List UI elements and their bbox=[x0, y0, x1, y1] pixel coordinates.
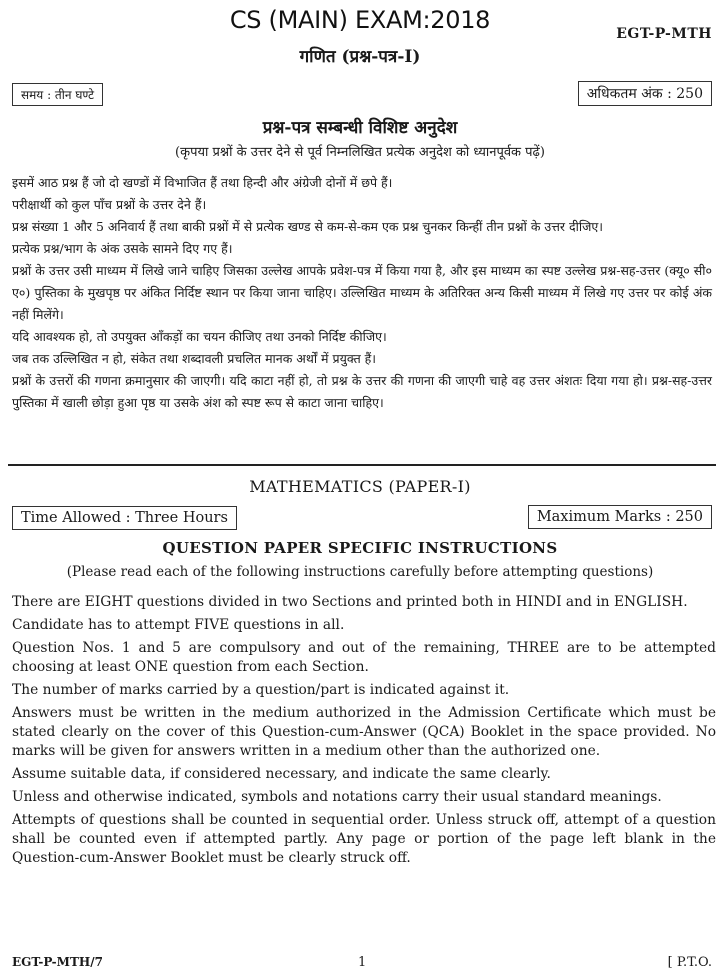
hindi-instructions-heading: प्रश्न-पत्र सम्बन्धी विशिष्ट अनुदेश bbox=[262, 118, 458, 138]
hindi-instruction-item: यदि आवश्यक हो, तो उपयुक्त आँकड़ों का चयन कीजिए तथा उनको निर्दिष्ट कीजिए। bbox=[12, 329, 387, 344]
english-instruction-item: Answers must be written in the medium authorized in the Admission Certificate which must be stated clearly on the cover of this Question-cum-Answer (QCA) Booklet in the space provided. No marks will be given for answers written in a medium other than the authorized one. bbox=[12, 705, 716, 759]
hindi-instruction-item: प्रत्येक प्रश्न/भाग के अंक उसके सामने दिए गए हैं। bbox=[12, 241, 233, 256]
hindi-instruction-item: परीक्षार्थी को कुल पाँच प्रश्नों के उत्तर देने हैं। bbox=[12, 197, 207, 212]
section-divider bbox=[8, 464, 716, 466]
english-instructions-heading: QUESTION PAPER SPECIFIC INSTRUCTIONS bbox=[162, 539, 558, 557]
hindi-subject-title: गणित (प्रश्न-पत्र-I) bbox=[299, 47, 421, 67]
hindi-time-box: समय : तीन घण्टे bbox=[12, 83, 103, 106]
english-instruction-item: Attempts of questions shall be counted in sequential order. Unless struck off, attempt of a question shall be counted even if attempted partly. Any page or portion of the page left blank in the Question-cum-Answer Booklet must be clearly struck off. bbox=[12, 812, 716, 866]
paper-code: EGT-P-MTH bbox=[616, 26, 712, 42]
pto-label: [ P.T.O. bbox=[667, 955, 712, 970]
hindi-instruction-item: प्रश्नों के उत्तर उसी माध्यम में लिखे जाने चाहिए जिसका उल्लेख आपके प्रवेश-पत्र में किया गया है, और इस माध्यम का स्पष्ट उल्लेख प्रश्न-सह-उत्तर (क्यू० सी० ए०) पुस्तिका के मुखपृष्ठ पर अंकित निर्दिष्ट स्थान पर किया जाना चाहिए। उल्लिखित माध्यम के अतिरिक्त अन्य किसी माध्यम में लिखे गए उत्तर पर कोई अंक नहीं मिलेंगे। bbox=[12, 263, 712, 322]
english-instruction-item: Question Nos. 1 and 5 are compulsory and out of the remaining, THREE are to be attempted choosing at least ONE question from each Section. bbox=[12, 640, 716, 675]
hindi-instruction-item: इसमें आठ प्रश्न हैं जो दो खण्डों में विभाजित हैं तथा हिन्दी और अंग्रेजी दोनों में छपे हैं। bbox=[12, 175, 393, 190]
english-subject-title: MATHEMATICS (PAPER-I) bbox=[249, 477, 471, 496]
english-instruction-item: There are EIGHT questions divided in two Sections and printed both in HINDI and in ENGLISH. bbox=[12, 594, 688, 610]
page-number: 1 bbox=[358, 955, 367, 970]
english-instruction-item: Unless and otherwise indicated, symbols and notations carry their usual standard meanings. bbox=[12, 789, 662, 805]
hindi-instruction-item: जब तक उल्लिखित न हो, संकेत तथा शब्दावली प्रचलित मानक अर्थों में प्रयुक्त हैं। bbox=[12, 351, 377, 366]
hindi-marks-box: अधिकतम अंक : 250 bbox=[578, 81, 712, 106]
maximum-marks-box: Maximum Marks : 250 bbox=[528, 505, 712, 529]
exam-title: CS (MAIN) EXAM:2018 bbox=[229, 6, 491, 34]
english-instructions-list bbox=[12, 593, 716, 872]
hindi-instruction-item: प्रश्न संख्या 1 और 5 अनिवार्य हैं तथा बाकी प्रश्नों में से प्रत्येक खण्ड से कम-से-कम एक प्रश्न चुनकर किन्हीं तीन प्रश्नों के उत्तर दीजिए। bbox=[12, 219, 604, 234]
hindi-instruction-item: प्रश्नों के उत्तरों की गणना क्रमानुसार की जाएगी। यदि काटा नहीं हो, तो प्रश्न के उत्तर की गणना की जाएगी चाहे वह उत्तर अंशतः दिया गया हो। प्रश्न-सह-उत्तर पुस्तिका में खाली छोड़ा हुआ पृष्ठ या उसके अंश को स्पष्ट रूप से काटा जाना चाहिए। bbox=[12, 373, 712, 410]
english-instruction-item: Assume suitable data, if considered necessary, and indicate the same clearly. bbox=[12, 766, 551, 782]
time-allowed-box: Time Allowed : Three Hours bbox=[12, 506, 237, 530]
english-instruction-item: The number of marks carried by a question/part is indicated against it. bbox=[12, 682, 510, 698]
hindi-instructions-subheading: (कृपया प्रश्नों के उत्तर देने से पूर्व निम्नलिखित प्रत्येक अनुदेश को ध्यानपूर्वक पढ़ें) bbox=[175, 145, 545, 160]
hindi-instructions-list bbox=[12, 172, 712, 414]
english-instruction-item: Candidate has to attempt FIVE questions in all. bbox=[12, 617, 345, 633]
english-instructions-subheading: (Please read each of the following instructions carefully before attempting questions) bbox=[66, 564, 654, 580]
footer-paper-code: EGT-P-MTH/7 bbox=[12, 955, 103, 969]
